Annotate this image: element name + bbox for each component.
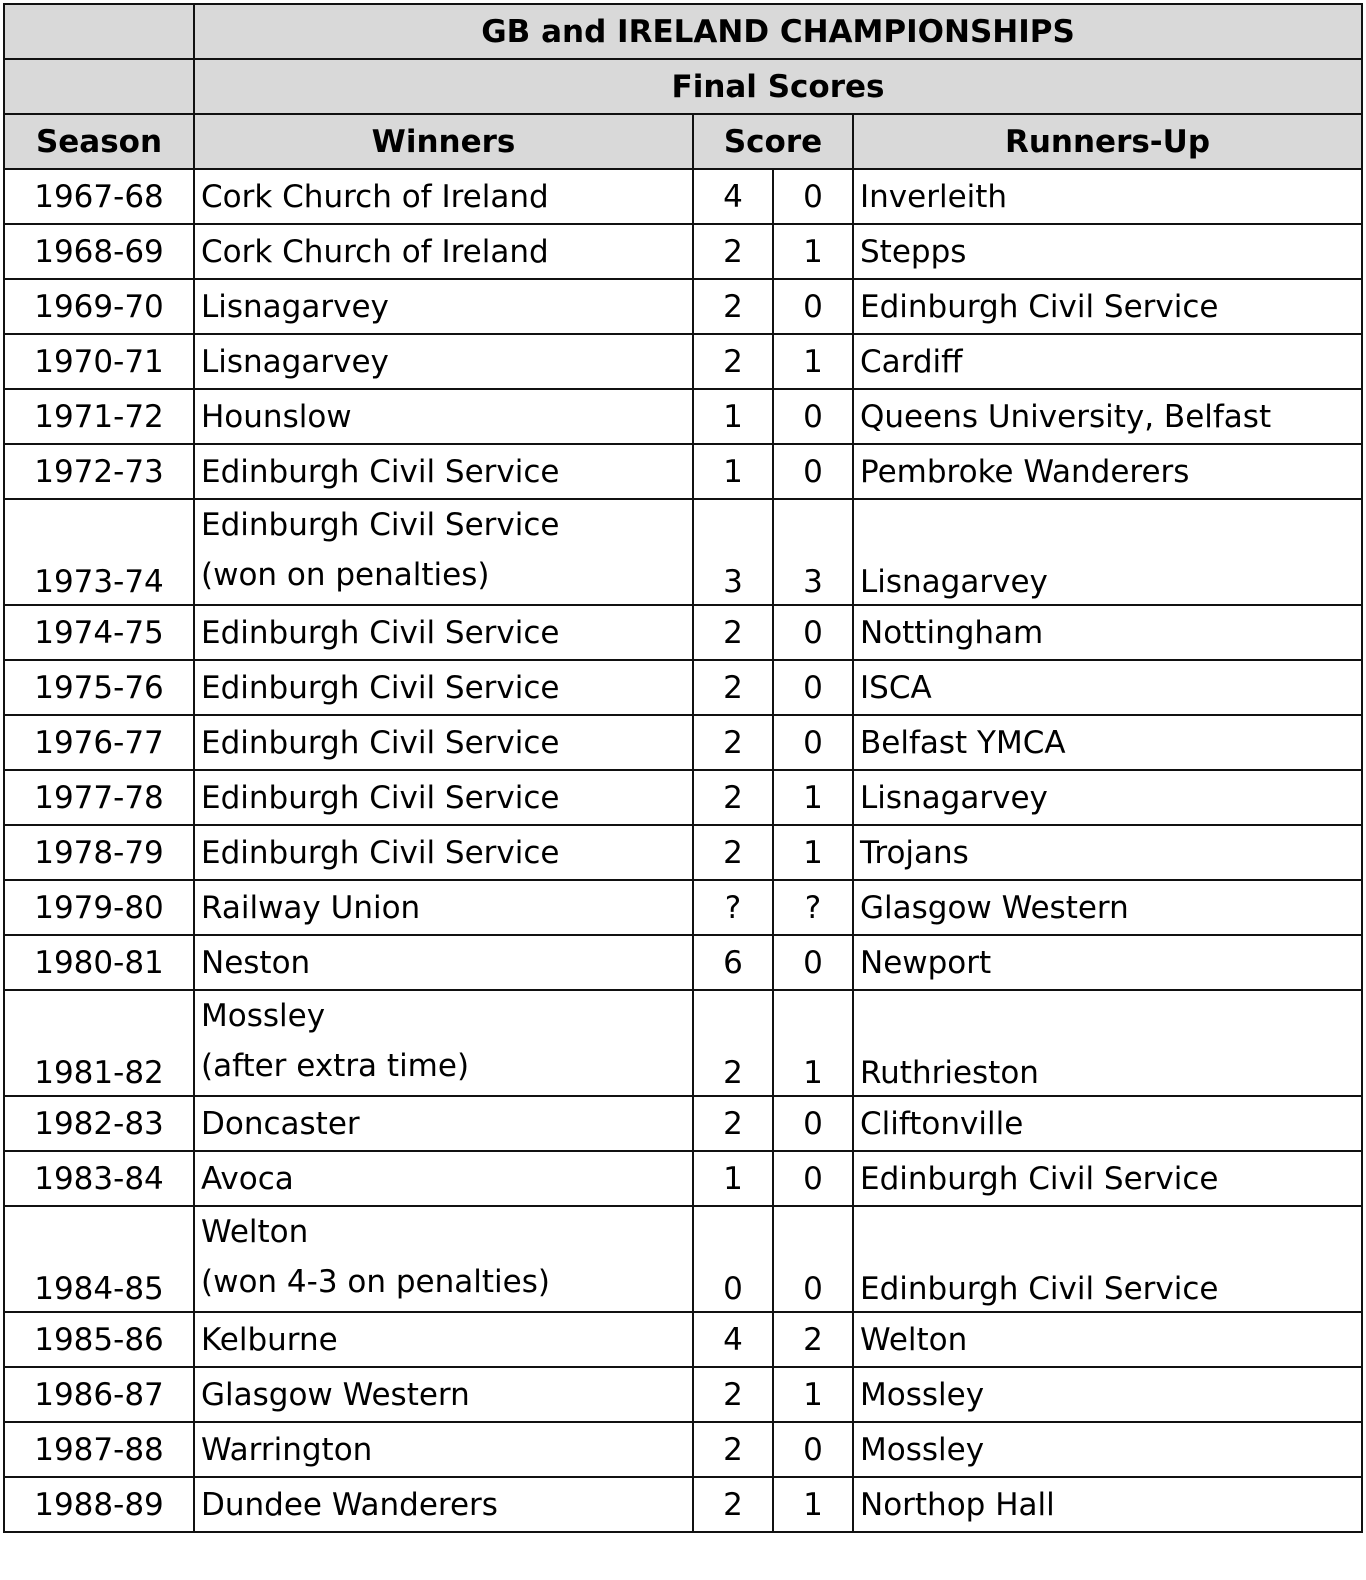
- runner-score-cell: 2: [773, 1312, 853, 1367]
- runner-score-cell: 0: [773, 444, 853, 499]
- winner-name: Dundee Wanderers: [201, 1486, 498, 1523]
- table-title: GB and IRELAND CHAMPIONSHIPS: [194, 4, 1362, 59]
- winner-score-cell: 2: [693, 1367, 773, 1422]
- runner-up-cell: Pembroke Wanderers: [853, 444, 1362, 499]
- winner-score-cell: 0: [693, 1206, 773, 1312]
- runners-up-column-header: Runners-Up: [853, 114, 1362, 169]
- winner-score-cell: 6: [693, 935, 773, 990]
- table-row: [4, 389, 1362, 444]
- winner-name: Edinburgh Civil Service: [201, 614, 560, 651]
- winner-name: Lisnagarvey: [201, 288, 389, 325]
- winner-name: Hounslow: [201, 398, 352, 435]
- runner-up-cell: Welton: [853, 1312, 1362, 1367]
- runner-up-cell: Edinburgh Civil Service: [853, 279, 1362, 334]
- season-cell: 1975-76: [4, 660, 194, 715]
- table-row: [4, 1477, 1362, 1532]
- winner-score-cell: 2: [693, 990, 773, 1096]
- runner-score-cell: 0: [773, 1422, 853, 1477]
- runner-up-cell: Edinburgh Civil Service: [853, 1151, 1362, 1206]
- table-row: [4, 444, 1362, 499]
- season-cell: 1970-71: [4, 334, 194, 389]
- runner-up-cell: Mossley: [853, 1367, 1362, 1422]
- runner-up-cell: Cliftonville: [853, 1096, 1362, 1151]
- winner-cell: [194, 169, 693, 224]
- winner-note: (won on penalties): [201, 557, 490, 593]
- runner-up-cell: Lisnagarvey: [853, 770, 1362, 825]
- runner-up-cell: Nottingham: [853, 605, 1362, 660]
- season-cell: 1968-69: [4, 224, 194, 279]
- runner-score-cell: 0: [773, 1096, 853, 1151]
- runner-up-cell: Belfast YMCA: [853, 715, 1362, 770]
- table-row: [4, 660, 1362, 715]
- table-row: [4, 990, 1362, 1096]
- championship-results-table: [3, 3, 1363, 1533]
- winner-score-cell: 2: [693, 660, 773, 715]
- winner-cell: [194, 1422, 693, 1477]
- runner-score-cell: 1: [773, 770, 853, 825]
- runner-up-cell: Trojans: [853, 825, 1362, 880]
- winner-cell: [194, 1312, 693, 1367]
- season-cell: 1981-82: [4, 990, 194, 1096]
- winner-cell: [194, 935, 693, 990]
- season-cell: 1967-68: [4, 169, 194, 224]
- table-row: [4, 825, 1362, 880]
- table-row: [4, 1367, 1362, 1422]
- winner-name: Edinburgh Civil Service: [201, 669, 560, 706]
- runner-up-cell: Inverleith: [853, 169, 1362, 224]
- winner-cell: [194, 224, 693, 279]
- winner-score-cell: 2: [693, 1477, 773, 1532]
- winner-score-cell: 2: [693, 1422, 773, 1477]
- winner-score-cell: ?: [693, 880, 773, 935]
- winner-cell: [194, 1151, 693, 1206]
- runner-score-cell: 0: [773, 715, 853, 770]
- subtitle-row: [4, 59, 1362, 114]
- winner-name: Welton: [201, 1214, 309, 1250]
- table-row: [4, 499, 1362, 605]
- table-row: [4, 770, 1362, 825]
- winner-score-cell: 2: [693, 1096, 773, 1151]
- winner-score-cell: 2: [693, 770, 773, 825]
- winner-cell: [194, 1367, 693, 1422]
- runner-score-cell: 0: [773, 1206, 853, 1312]
- runner-score-cell: 1: [773, 1477, 853, 1532]
- winner-name: Edinburgh Civil Service: [201, 507, 560, 543]
- winner-score-cell: 4: [693, 1312, 773, 1367]
- winner-name: Mossley: [201, 998, 326, 1034]
- season-cell: 1978-79: [4, 825, 194, 880]
- table-row: [4, 880, 1362, 935]
- winner-cell: [194, 770, 693, 825]
- winner-cell: [194, 499, 693, 605]
- table-row: [4, 605, 1362, 660]
- runner-up-cell: Newport: [853, 935, 1362, 990]
- runner-score-cell: 0: [773, 279, 853, 334]
- runner-score-cell: 0: [773, 1151, 853, 1206]
- table-subtitle: Final Scores: [194, 59, 1362, 114]
- winner-name: Warrington: [201, 1431, 373, 1468]
- table-row: [4, 334, 1362, 389]
- runner-score-cell: 0: [773, 169, 853, 224]
- table-row: [4, 1206, 1362, 1312]
- winner-name: Edinburgh Civil Service: [201, 724, 560, 761]
- runner-score-cell: 1: [773, 825, 853, 880]
- winners-column-header: Winners: [194, 114, 693, 169]
- score-column-header: Score: [693, 114, 853, 169]
- runner-up-cell: Ruthrieston: [853, 990, 1362, 1096]
- table-row: [4, 224, 1362, 279]
- season-cell: 1980-81: [4, 935, 194, 990]
- season-cell: 1974-75: [4, 605, 194, 660]
- table-body: [4, 4, 1362, 1532]
- runner-score-cell: 1: [773, 334, 853, 389]
- runner-score-cell: 1: [773, 990, 853, 1096]
- winner-name: Doncaster: [201, 1105, 360, 1142]
- subtitle-corner-cell: [4, 59, 194, 114]
- table-row: [4, 169, 1362, 224]
- winner-name: Edinburgh Civil Service: [201, 779, 560, 816]
- season-cell: 1972-73: [4, 444, 194, 499]
- title-row: [4, 4, 1362, 59]
- season-cell: 1984-85: [4, 1206, 194, 1312]
- table-row: [4, 1151, 1362, 1206]
- title-corner-cell: [4, 4, 194, 59]
- winner-score-cell: 1: [693, 444, 773, 499]
- winner-score-cell: 1: [693, 389, 773, 444]
- table-row: [4, 1312, 1362, 1367]
- runner-score-cell: 1: [773, 1367, 853, 1422]
- table-row: [4, 279, 1362, 334]
- winner-score-cell: 3: [693, 499, 773, 605]
- winner-cell: [194, 334, 693, 389]
- season-cell: 1977-78: [4, 770, 194, 825]
- winner-name: Avoca: [201, 1160, 294, 1197]
- winner-cell: [194, 1206, 693, 1312]
- winner-name: Railway Union: [201, 889, 421, 926]
- winner-cell: [194, 444, 693, 499]
- winner-cell: [194, 1477, 693, 1532]
- winner-cell: [194, 660, 693, 715]
- winner-score-cell: 2: [693, 224, 773, 279]
- season-cell: 1983-84: [4, 1151, 194, 1206]
- season-cell: 1976-77: [4, 715, 194, 770]
- season-cell: 1971-72: [4, 389, 194, 444]
- winner-score-cell: 2: [693, 825, 773, 880]
- runner-score-cell: 0: [773, 389, 853, 444]
- winner-note: (won 4-3 on penalties): [201, 1264, 550, 1300]
- season-cell: 1982-83: [4, 1096, 194, 1151]
- winner-cell: [194, 880, 693, 935]
- winner-score-cell: 1: [693, 1151, 773, 1206]
- winner-score-cell: 2: [693, 334, 773, 389]
- season-cell: 1985-86: [4, 1312, 194, 1367]
- season-column-header: Season: [4, 114, 194, 169]
- winner-name: Cork Church of Ireland: [201, 178, 549, 215]
- season-cell: 1969-70: [4, 279, 194, 334]
- table-row: [4, 1422, 1362, 1477]
- winner-cell: [194, 990, 693, 1096]
- winner-cell: [194, 279, 693, 334]
- runner-score-cell: 3: [773, 499, 853, 605]
- winner-score-cell: 2: [693, 605, 773, 660]
- table-row: [4, 1096, 1362, 1151]
- winner-cell: [194, 1096, 693, 1151]
- season-cell: 1987-88: [4, 1422, 194, 1477]
- runner-up-cell: Edinburgh Civil Service: [853, 1206, 1362, 1312]
- winner-score-cell: 4: [693, 169, 773, 224]
- winner-score-cell: 2: [693, 715, 773, 770]
- runner-score-cell: 1: [773, 224, 853, 279]
- winner-name: Edinburgh Civil Service: [201, 834, 560, 871]
- winner-cell: [194, 389, 693, 444]
- column-header-row: [4, 114, 1362, 169]
- season-cell: 1988-89: [4, 1477, 194, 1532]
- runner-up-cell: Stepps: [853, 224, 1362, 279]
- runner-score-cell: 0: [773, 935, 853, 990]
- runner-score-cell: ?: [773, 880, 853, 935]
- winner-cell: [194, 715, 693, 770]
- season-cell: 1973-74: [4, 499, 194, 605]
- winner-name: Neston: [201, 944, 311, 981]
- winner-cell: [194, 605, 693, 660]
- winner-name: Glasgow Western: [201, 1376, 470, 1413]
- winner-name: Lisnagarvey: [201, 343, 389, 380]
- runner-up-cell: Mossley: [853, 1422, 1362, 1477]
- table-row: [4, 935, 1362, 990]
- runner-up-cell: Lisnagarvey: [853, 499, 1362, 605]
- runner-up-cell: Glasgow Western: [853, 880, 1362, 935]
- winner-name: Kelburne: [201, 1321, 338, 1358]
- runner-up-cell: Northop Hall: [853, 1477, 1362, 1532]
- runner-score-cell: 0: [773, 605, 853, 660]
- table-row: [4, 715, 1362, 770]
- winner-name: Cork Church of Ireland: [201, 233, 549, 270]
- winner-score-cell: 2: [693, 279, 773, 334]
- runner-score-cell: 0: [773, 660, 853, 715]
- season-cell: 1986-87: [4, 1367, 194, 1422]
- runner-up-cell: Cardiff: [853, 334, 1362, 389]
- runner-up-cell: Queens University, Belfast: [853, 389, 1362, 444]
- season-cell: 1979-80: [4, 880, 194, 935]
- winner-name: Edinburgh Civil Service: [201, 453, 560, 490]
- runner-up-cell: ISCA: [853, 660, 1362, 715]
- winner-cell: [194, 825, 693, 880]
- winner-note: (after extra time): [201, 1048, 470, 1084]
